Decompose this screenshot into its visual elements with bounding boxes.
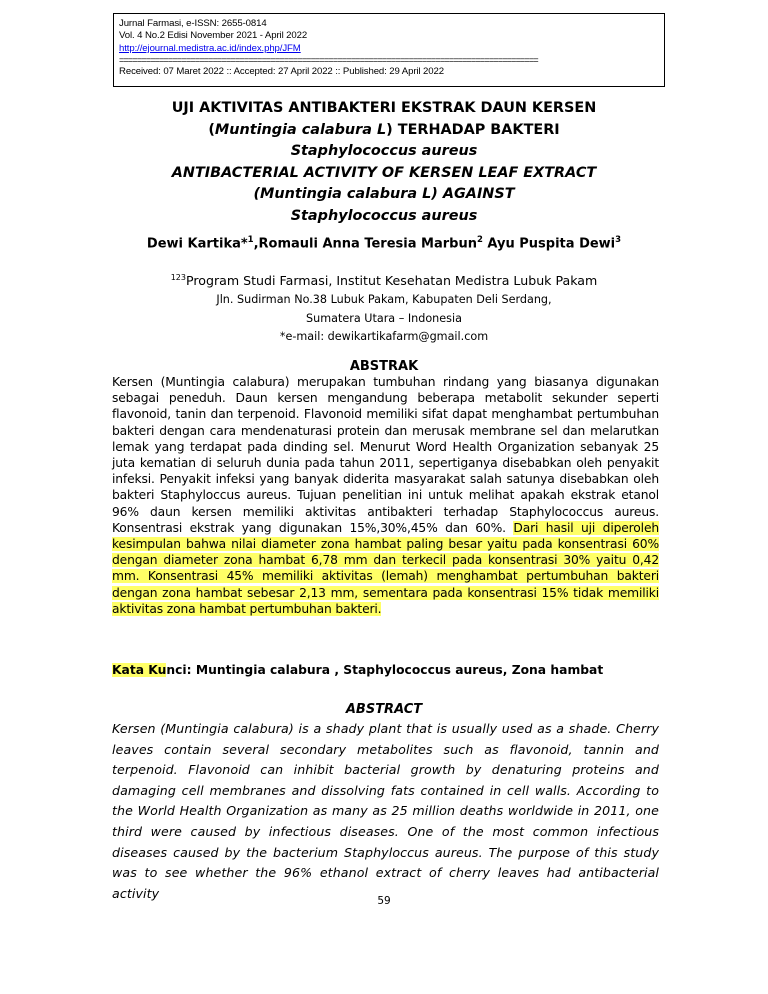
author-name: Dewi Kartika* bbox=[146, 236, 248, 252]
abstract-heading: ABSTRACT bbox=[345, 702, 423, 717]
journal-header bbox=[113, 13, 665, 87]
journal-name: Jurnal Farmasi, e-ISSN: 2655-0814 bbox=[119, 18, 267, 29]
publication-dates: Received: 07 Maret 2022 :: Accepted: 27 April 2022 :: Published: 29 April 2022 bbox=[119, 66, 445, 78]
address-line1: Jln. Sudirman No.38 Lubuk Pakam, Kabupaten Deli Serdang, bbox=[216, 293, 552, 306]
author-list bbox=[100, 235, 668, 251]
species-name: Muntingia calabura L bbox=[214, 121, 387, 138]
page-number: 59 bbox=[377, 895, 391, 907]
abstract-body: Kersen (Muntingia calabura) is a shady plant that is usually used as a shade. Cherry leaves contain several secondary metabolites such as flavonoid, tannin and terpenoid. Flavonoid can inhibit bacterial growth by denaturing proteins and damaging cell membranes and dissolving fats contained in cell walls. According to the World Health Organization as many as 25 million deaths worldwide in 2011, one third were caused by infectious diseases. One of the most common infectious diseases caused by the bacterium Staphyloccus aureus. The purpose of this study was to see whether the 96% ethanol extract of cherry leaves had antibacterial activity bbox=[112, 721, 659, 901]
contact-email: *e-mail: dewikartikafarm@gmail.com bbox=[279, 330, 489, 343]
title-id-line2: (Muntingia calabura L) TERHADAP BAKTERI bbox=[208, 121, 560, 138]
title-en-line3: Staphylococcus aureus bbox=[290, 207, 478, 224]
affiliation-sup: 123 bbox=[170, 273, 186, 282]
title-en-line1: ANTIBACTERIAL ACTIVITY OF KERSEN LEAF EXTRACT bbox=[171, 164, 597, 181]
keywords-text: Muntingia calabura , Staphylococcus aureus, Zona hambat bbox=[195, 663, 604, 677]
abstrak-highlighted-conclusion: Dari hasil uji diperoleh kesimpulan bahwa nilai diameter zona hambat paling besar yaitu pada konsentrasi 60% dengan diameter zona hambat 6,78 mm dan terkecil pada konsentrasi 30% yaitu 0,42 mm. Konsentrasi 45% memiliki aktivitas (lemah) menghambat pertumbuhan bakteri dengan zona hambat sebesar 2,13 mm, sementara pada konsentrasi 15% tidak memiliki aktivitas zona hambat pertumbuhan bakteri. bbox=[112, 520, 660, 616]
abstrak-heading: ABSTRAK bbox=[349, 359, 419, 374]
author-sup: 1 bbox=[247, 235, 254, 245]
author-name: Ayu Puspita Dewi bbox=[482, 236, 616, 252]
author-sup: 2 bbox=[476, 235, 483, 245]
author-sup: 3 bbox=[615, 235, 622, 245]
keywords-label-highlight: Kata Ku bbox=[112, 663, 167, 677]
abstrak-text: Kersen (Muntingia calabura) merupakan tumbuhan rindang yang biasanya digunakan sebagai peneduh. Daun kersen mengandung beberapa metabolit sekunder seperti flavonoid, tanin dan terpenoid. Flavonoid memiliki sifat dapat menghambat pertumbuhan bakteri dengan cara mendenaturasi protein dan merusak membrane sel dan melarutkan lemak yang terdapat pada dinding sel. Menurut Word Health Organization sebanyak 25 juta kematian di seluruh dunia pada tahun 2011, sepertiganya disebabkan oleh penyakit infeksi. Penyakit infeksi yang banyak diderita masyarakat salah satunya disebabkan oleh bakteri Staphyloccus aureus. Tujuan penelitian ini untuk melihat apakah ekstrak etanol 96% daun kersen memiliki aktivitas antibakteri terhadap Staphylococcus aureus. Konsentrasi ekstrak yang digunakan 15%,30%,45% dan 60%. bbox=[112, 375, 659, 535]
address-line2: Sumatera Utara – Indonesia bbox=[306, 312, 462, 325]
institution: Program Studi Farmasi, Institut Kesehatan Medistra Lubuk Pakam bbox=[185, 273, 598, 289]
title-id-line3: Staphylococcus aureus bbox=[290, 143, 478, 159]
title-id-line1: UJI AKTIVITAS ANTIBAKTERI EKSTRAK DAUN KERSEN bbox=[171, 100, 597, 116]
keywords bbox=[112, 662, 659, 678]
title-en-line2: (Muntingia calabura L) AGAINST bbox=[253, 186, 515, 202]
journal-url-link[interactable]: http://ejournal.medistra.ac.id/index.php/JFM bbox=[119, 42, 301, 54]
paper-title bbox=[100, 98, 668, 227]
keywords-label: nci: bbox=[166, 663, 192, 677]
affiliation bbox=[100, 273, 668, 288]
journal-volume: Vol. 4 No.2 Edisi November 2021 - April 2022 bbox=[119, 30, 308, 42]
header-separator: ============================================================================================== bbox=[119, 55, 538, 66]
author-name: ,Romauli Anna Teresia Marbun bbox=[253, 236, 477, 252]
abstrak-body bbox=[112, 374, 659, 617]
